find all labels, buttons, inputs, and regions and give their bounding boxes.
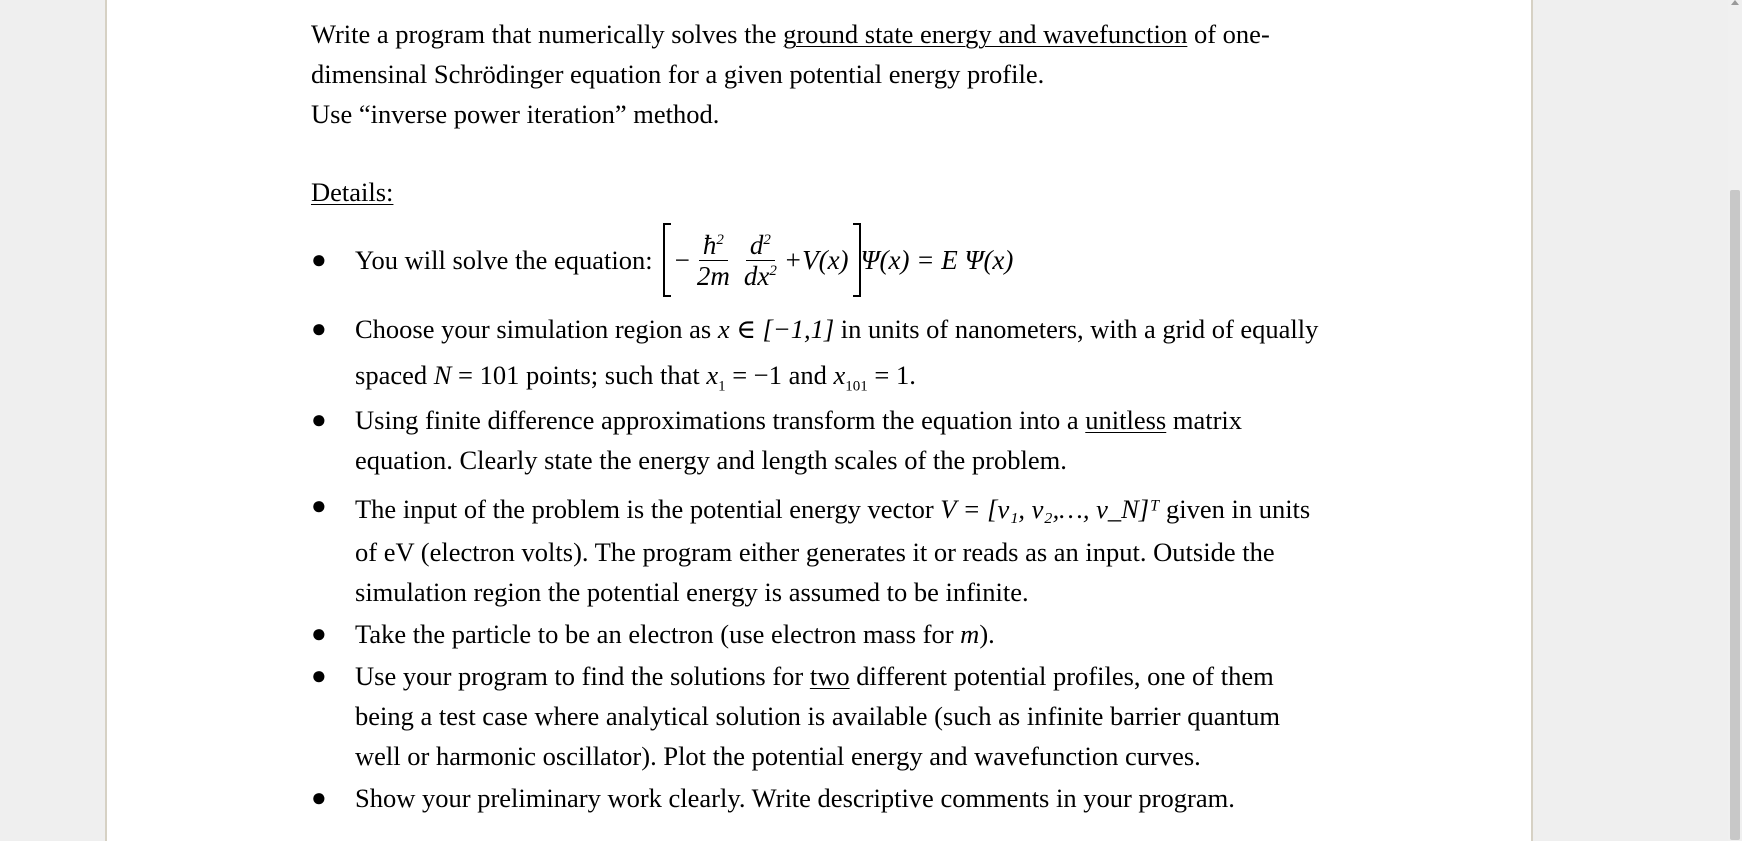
derivative-fraction: $\frac{d^2}{dx^2}$	[743, 229, 777, 291]
intro-line-3: Use “inverse power iteration” method.	[311, 99, 720, 129]
underlined-phrase: ground state energy and wavefunction	[783, 19, 1188, 49]
list-item: ● Choose your simulation region as x ∈ [−1,1] in units of nanometers, with a grid of equally spaced N = 101 points; such that $x_1 = -1$ and $x_{101} = 1$.	[311, 306, 1431, 398]
bullet-icon: ●	[311, 314, 327, 343]
details-list	[311, 216, 1431, 818]
list-item: ● The input of the problem is the potential energy vector V = [v₁, v₂,…, v_N]ᵀ given in units of eV (electron volts). The program either generates it or reads as an input. Outside the simulation region the potential energy is assumed to be infinite.	[311, 486, 1431, 612]
intro-line-2: dimensinal Schrödinger equation for a given potential energy profile.	[311, 59, 1045, 89]
bullet-icon: ●	[311, 783, 327, 812]
right-bracket	[853, 223, 861, 297]
intro-paragraph	[311, 14, 1431, 134]
list-item: ● Using finite difference approximations transform the equation into a unitless matrix equation. Clearly state the energy and length scales of the problem.	[311, 400, 1431, 480]
intro-line-1: Write a program that numerically solves the ground state energy and wavefunction of one-	[311, 19, 1270, 49]
bullet-icon: ●	[311, 491, 327, 520]
list-item: ● Use your program to find the solutions for two different potential profiles, one of them being a test case where analytical solution is available (such as infinite barrier quantum well or harmonic oscillator). Plot the potential energy and wavefunction curves.	[311, 656, 1431, 776]
details-heading: Details:	[311, 177, 394, 207]
bullet-icon: ●	[311, 245, 327, 274]
list-item: ● Show your preliminary work clearly. Write descriptive comments in your program.	[311, 778, 1431, 818]
scroll-up-arrow-icon[interactable]	[1731, 0, 1739, 5]
hbar-fraction: $\frac{ħ^2}{2m}$	[696, 229, 730, 291]
list-item: ● You will solve the equation: − $\frac{ħ^2}{2m}$ $\frac{d^2}{dx^2}$ +V(x) Ψ(x) = E Ψ(x)	[311, 216, 1431, 304]
scrollbar-thumb[interactable]	[1730, 190, 1740, 840]
document-page	[105, 0, 1533, 841]
page-content	[311, 14, 1431, 818]
bullet-icon: ●	[311, 619, 327, 648]
bullet-icon: ●	[311, 405, 327, 434]
vertical-scrollbar[interactable]	[1728, 0, 1742, 841]
list-item: ● Take the particle to be an electron (use electron mass for m).	[311, 614, 1431, 654]
bullet-icon: ●	[311, 661, 327, 690]
schrodinger-equation: − $\frac{ħ^2}{2m}$ $\frac{d^2}{dx^2}$ +V(x) Ψ(x) = E Ψ(x)	[663, 223, 1014, 297]
left-bracket	[663, 223, 671, 297]
